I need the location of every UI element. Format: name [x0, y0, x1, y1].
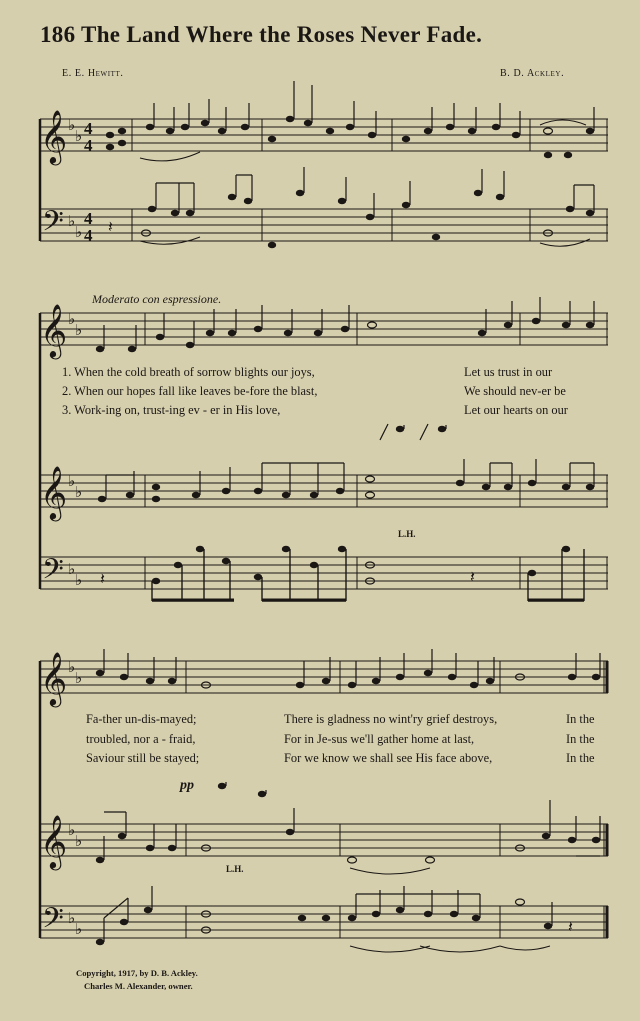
bass-clef-icon: 𝄢: [42, 553, 64, 593]
left-hand-marking: L.H.: [226, 864, 244, 874]
svg-text:♭: ♭: [75, 571, 83, 589]
treble-clef-icon: 𝄞: [40, 465, 68, 519]
lyricist-credit: E. E. Hewitt.: [62, 68, 124, 79]
verse-2-line-2: troubled, nor a - fraid,: [86, 732, 196, 746]
svg-text:♭: ♭: [75, 669, 83, 687]
verse-2-line-1-end: We should nev-er be: [464, 384, 566, 398]
svg-text:♭: ♭: [68, 472, 76, 490]
composer-credit: B. D. Ackley.: [500, 68, 565, 79]
svg-text:♭: ♭: [75, 483, 83, 501]
copyright-notice: [76, 967, 198, 993]
verse-1-line-2-end: In the: [566, 712, 595, 726]
svg-text:♭: ♭: [75, 832, 83, 850]
note-glyphs: [96, 81, 600, 952]
svg-text:𝄽: 𝄽: [470, 567, 475, 586]
svg-text:4: 4: [84, 136, 93, 155]
bass-clef-icon: 𝄢: [42, 902, 64, 942]
dynamic-pianissimo: pp: [180, 778, 194, 793]
verse-3-line-1-end: Let our hearts on our: [464, 403, 568, 417]
treble-clef-icon: 𝄞: [40, 814, 68, 868]
treble-clef-icon: 𝄞: [40, 109, 68, 163]
treble-clef-icon: 𝄞: [40, 651, 68, 705]
svg-text:♭: ♭: [75, 321, 83, 339]
system-3: [40, 661, 608, 938]
system-2: [40, 313, 608, 589]
verse-1-line-2-mid: There is gladness no wint'ry grief destroys,: [284, 712, 498, 726]
hymn-number: 186: [40, 22, 76, 47]
svg-text:♭: ♭: [68, 821, 76, 839]
verse-1-line-1-end: Let us trust in our: [464, 365, 553, 379]
svg-text:♭: ♭: [68, 310, 76, 328]
verse-3-line-2: Saviour still be stayed;: [86, 751, 200, 765]
bass-clef-icon: 𝄢: [42, 205, 64, 245]
verse-1-line-2: Fa-ther un-dis-mayed;: [86, 712, 197, 726]
tempo-marking: Moderato con espressione.: [92, 292, 222, 306]
svg-text:♭: ♭: [68, 116, 76, 134]
copyright-owner: Charles M. Alexander, owner.: [84, 981, 193, 991]
verse-3-line-1: 3. Work-ing on, trust-ing ev - er in His love,: [62, 403, 281, 417]
system-1: [40, 119, 608, 241]
verse-2-line-2-mid: For in Je-sus we'll gather home at last,: [284, 732, 475, 746]
verse-2-line-1: 2. When our hopes fall like leaves be-fore the blast,: [62, 384, 318, 398]
verse-1-line-1: 1. When the cold breath of sorrow blights our joys,: [62, 365, 315, 379]
svg-text:♭: ♭: [68, 212, 76, 230]
verse-3-line-2-mid: For we know we shall see His face above,: [284, 751, 493, 765]
svg-text:♭: ♭: [75, 127, 83, 145]
svg-text:𝄽: 𝄽: [100, 569, 105, 588]
svg-text:4: 4: [84, 226, 93, 245]
left-hand-marking: L.H.: [398, 529, 416, 539]
svg-text:♭: ♭: [68, 658, 76, 676]
hymn-title: The Land Where the Roses Never Fade.: [81, 22, 483, 47]
verse-3-line-2-end: In the: [566, 751, 595, 765]
svg-text:𝄽: 𝄽: [568, 917, 573, 936]
svg-text:♭: ♭: [75, 920, 83, 938]
svg-text:𝄽: 𝄽: [108, 217, 113, 236]
svg-text:4: 4: [84, 209, 93, 228]
svg-text:4: 4: [84, 119, 93, 138]
svg-text:♭: ♭: [75, 223, 83, 241]
svg-text:♭: ♭: [68, 560, 76, 578]
copyright-line: Copyright, 1917, by D. B. Ackley.: [76, 968, 198, 978]
treble-clef-icon: 𝄞: [40, 303, 68, 357]
svg-text:♭: ♭: [68, 909, 76, 927]
verse-2-line-2-end: In the: [566, 732, 595, 746]
